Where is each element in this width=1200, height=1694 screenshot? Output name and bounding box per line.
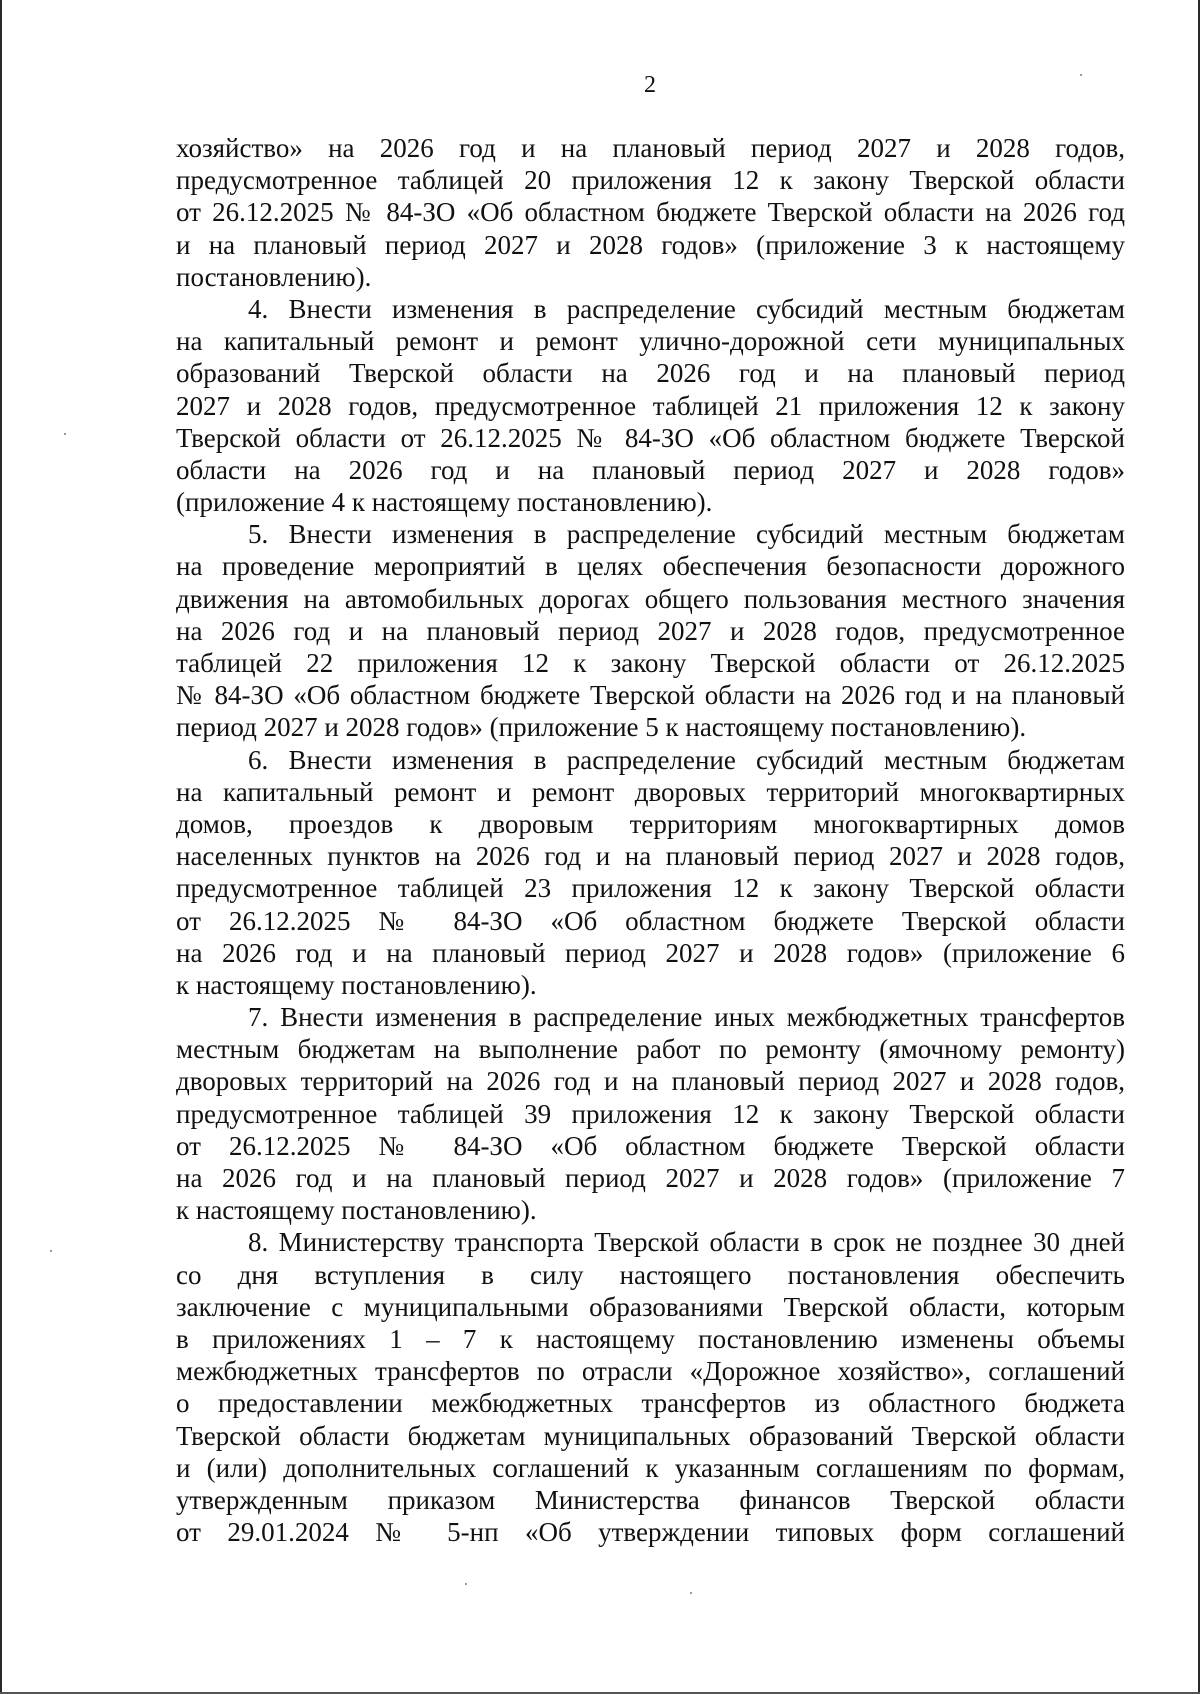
text-line: в приложениях 1 – 7 к настоящему постановлению изменены объемы — [176, 1323, 1125, 1354]
text-line: образований Тверской области на 2026 год и на плановый период — [176, 358, 1125, 389]
text-line: о предоставлении межбюджетных трансфертов из областного бюджета — [176, 1388, 1125, 1419]
text-line: от 26.12.2025 № 84-ЗО «Об областном бюджете Тверской области — [176, 905, 1125, 936]
text-line: № 84-ЗО «Об областном бюджете Тверской области на 2026 год и на плановый — [176, 680, 1125, 711]
text-line: на проведение мероприятий в целях обеспечения безопасности дорожного — [176, 551, 1125, 582]
text-line: предусмотренное таблицей 39 приложения 12 к закону Тверской области — [176, 1098, 1125, 1129]
scan-speck — [50, 1250, 52, 1252]
text-line: к настоящему постановлению). — [176, 969, 537, 1000]
paragraph — [176, 1001, 1125, 1226]
text-line: Тверской области от 26.12.2025 № 84-ЗО «Об областном бюджете Тверской — [176, 422, 1125, 453]
scan-speck — [64, 433, 66, 435]
scan-edge-left — [0, 0, 2, 1694]
text-line: хозяйство» на 2026 год и на плановый период 2027 и 2028 годов, — [176, 133, 1125, 163]
text-line: предусмотренное таблицей 23 приложения 12 к закону Тверской области — [176, 873, 1125, 904]
text-line: на капитальный ремонт и ремонт улично-дорожной сети муниципальных — [176, 326, 1125, 357]
text-line: межбюджетных трансфертов по отрасли «Дорожное хозяйство», соглашений — [176, 1356, 1125, 1387]
text-line: со дня вступления в силу настоящего постановления обеспечить — [176, 1259, 1125, 1290]
text-line: движения на автомобильных дорогах общего пользования местного значения — [176, 583, 1125, 614]
text-line: таблицей 22 приложения 12 к закону Тверской области от 26.12.2025 — [176, 648, 1125, 678]
text-line: от 29.01.2024 № 5-нп «Об утверждении типовых форм соглашений — [176, 1517, 1125, 1548]
text-line: 4. Внести изменения в распределение субсидий местным бюджетам — [248, 293, 1125, 324]
scan-speck — [465, 1583, 467, 1585]
text-line: 8. Министерству транспорта Тверской области в срок не позднее 30 дней — [248, 1227, 1125, 1258]
text-line: 5. Внести изменения в распределение субсидий местным бюджетам — [248, 519, 1125, 550]
text-line: заключение с муниципальными образованиями Тверской области, которым — [176, 1291, 1125, 1322]
text-line: дворовых территорий на 2026 год и на плановый период 2027 и 2028 годов, — [176, 1066, 1125, 1097]
text-line: на 2026 год и на плановый период 2027 и 2028 годов, предусмотренное — [176, 615, 1125, 646]
paragraph — [176, 132, 1125, 293]
document-body — [176, 132, 1125, 1548]
text-line: на капитальный ремонт и ремонт дворовых территорий многоквартирных — [176, 776, 1125, 807]
text-line: населенных пунктов на 2026 год и на плановый период 2027 и 2028 годов, — [176, 841, 1125, 872]
text-line: от 26.12.2025 № 84-ЗО «Об областном бюджете Тверской области на 2026 год — [176, 197, 1125, 228]
text-line: 2027 и 2028 годов, предусмотренное таблицей 21 приложения 12 к закону — [176, 390, 1125, 421]
text-line: период 2027 и 2028 годов» (приложение 5 к настоящему постановлению). — [176, 712, 1027, 743]
text-line: от 26.12.2025 № 84-ЗО «Об областном бюджете Тверской области — [176, 1130, 1125, 1161]
text-line: на 2026 год и на плановый период 2027 и 2028 годов» (приложение 6 — [176, 937, 1125, 968]
text-line: предусмотренное таблицей 20 приложения 12 к закону Тверской области — [176, 165, 1125, 196]
text-line: 7. Внести изменения в распределение иных межбюджетных трансфертов — [248, 1002, 1125, 1033]
text-line: и на плановый период 2027 и 2028 годов» (приложение 3 к настоящему — [176, 229, 1125, 260]
text-line: утвержденным приказом Министерства финансов Тверской области — [176, 1484, 1125, 1515]
text-line: постановлению). — [176, 261, 372, 292]
text-line: домов, проездов к дворовым территориям многоквартирных домов — [176, 808, 1125, 839]
scan-speck — [1080, 74, 1082, 76]
text-line: Тверской области бюджетам муниципальных образований Тверской области — [176, 1420, 1125, 1451]
page-number: 2 — [644, 72, 656, 98]
paragraph — [176, 293, 1125, 518]
text-line: области на 2026 год и на плановый период 2027 и 2028 годов» — [176, 454, 1125, 485]
text-line: и (или) дополнительных соглашений к указанным соглашениям по формам, — [176, 1452, 1125, 1483]
text-line: 6. Внести изменения в распределение субсидий местным бюджетам — [248, 744, 1125, 775]
text-line: местным бюджетам на выполнение работ по ремонту (ямочному ремонту) — [176, 1034, 1125, 1065]
text-line: (приложение 4 к настоящему постановлению). — [176, 487, 713, 518]
text-line: к настоящему постановлению). — [176, 1195, 537, 1226]
paragraph — [176, 1226, 1125, 1548]
text-line: на 2026 год и на плановый период 2027 и 2028 годов» (приложение 7 — [176, 1163, 1125, 1193]
scan-speck — [690, 1592, 692, 1594]
paragraph — [176, 744, 1125, 1002]
paragraph — [176, 518, 1125, 743]
